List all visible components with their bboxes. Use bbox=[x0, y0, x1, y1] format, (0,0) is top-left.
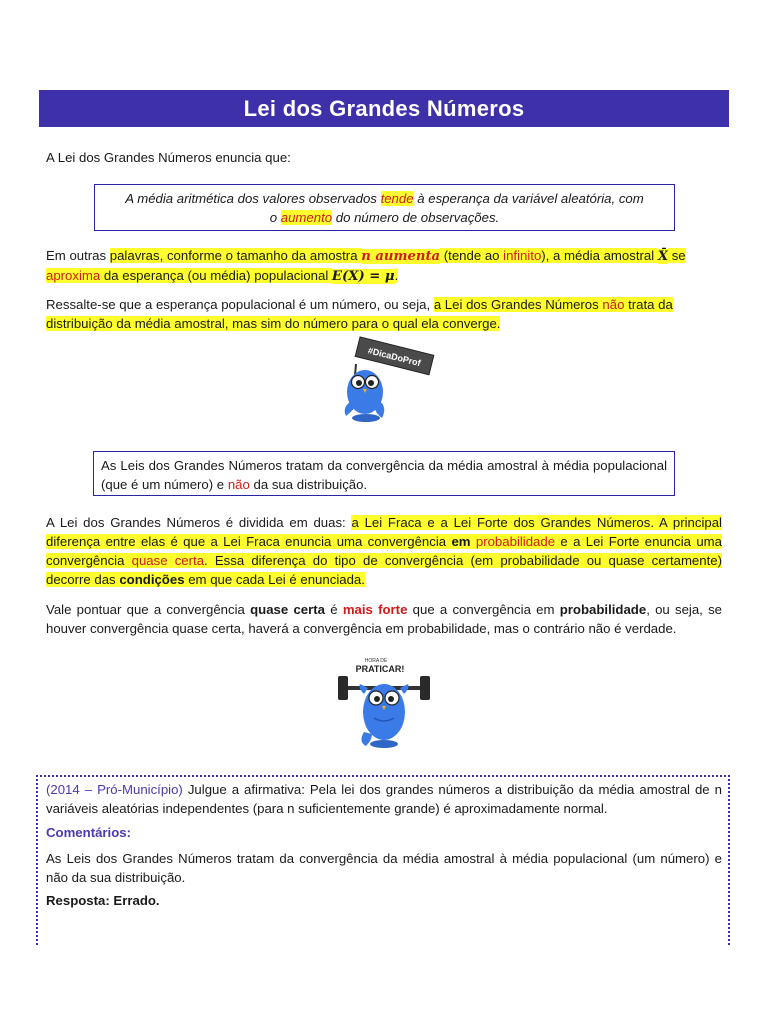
practice-sign-text: PRATICAR! bbox=[355, 664, 405, 674]
tip-sign-text: #DicaDoProf bbox=[366, 345, 422, 369]
owl-mascot-practice-icon bbox=[334, 654, 434, 750]
def-line2-a: o bbox=[269, 210, 281, 225]
practice-sign-small: HORA DE bbox=[364, 658, 388, 664]
owl-mascot-tip-icon bbox=[330, 336, 440, 428]
page-title: Lei dos Grandes Números bbox=[243, 95, 525, 121]
paragraph-2: Ressalte-se que a esperança populacional é um número, ou seja, a Lei dos Grandes Números não trata da distribuição da média amostral, mas sim do número para o qual ela converge. bbox=[46, 297, 673, 331]
def-word-tende: tende bbox=[380, 191, 414, 206]
comments-label: Comentários: bbox=[46, 825, 131, 840]
paragraph-4: Vale pontuar que a convergência quase certa é mais forte que a convergência em probabilidade, ou seja, se houver convergência quase certa, haverá a convergência em probabilidade, mas o contrário não é verdade. bbox=[46, 602, 723, 636]
def-line2-c: do número de observações. bbox=[332, 210, 500, 225]
def-line1-a: A média aritmética dos valores observados bbox=[125, 191, 381, 206]
x-bar-symbol: X̄ bbox=[657, 249, 669, 264]
comment-text: As Leis dos Grandes Números tratam da convergência da média amostral à média populacional (um número) e não da sua distribuição. bbox=[46, 851, 722, 885]
intro-text: A Lei dos Grandes Números enuncia que: bbox=[46, 150, 291, 165]
def-word-aumento: aumento bbox=[280, 210, 333, 225]
title-bar bbox=[39, 90, 729, 127]
n-aumenta: n aumenta bbox=[361, 249, 441, 264]
paragraph-3: A Lei dos Grandes Números é dividida em duas: a Lei Fraca e a Lei Forte dos Grandes Números. A principal diferença entre elas é que a Lei Fraca enuncia uma convergência em probabilidade e a Lei Forte enuncia uma convergência quase certa. Essa diferença do tipo de convergência (em probabilidade ou quase certamente) decorre das condições em que cada Lei é enunciada. bbox=[46, 515, 722, 587]
question-source: (2014 – Pró-Município) bbox=[46, 782, 183, 797]
paragraph-1: Em outras palavras, conforme o tamanho da amostra n aumenta (tende ao infinito), a média amostral X̄ se aproxima da esperança (ou média) populacional E(X) = μ. bbox=[46, 248, 686, 284]
summary-box: As Leis dos Grandes Números tratam da convergência da média amostral à média populacional (que é um número) e não da sua distribuição. bbox=[93, 451, 675, 496]
definition-box bbox=[94, 184, 675, 231]
expectation-formula: E(X) = μ bbox=[331, 269, 395, 284]
answer-text: Resposta: Errado. bbox=[46, 893, 160, 908]
question-text: (2014 – Pró-Município) Julgue a afirmativa: Pela lei dos grandes números a distribuição da média amostral de n variáveis aleatórias independentes (para n suficientemente grande) é aproximadamente normal. bbox=[46, 782, 722, 816]
def-line1-c: à esperança da variável aleatória, com bbox=[413, 191, 644, 206]
